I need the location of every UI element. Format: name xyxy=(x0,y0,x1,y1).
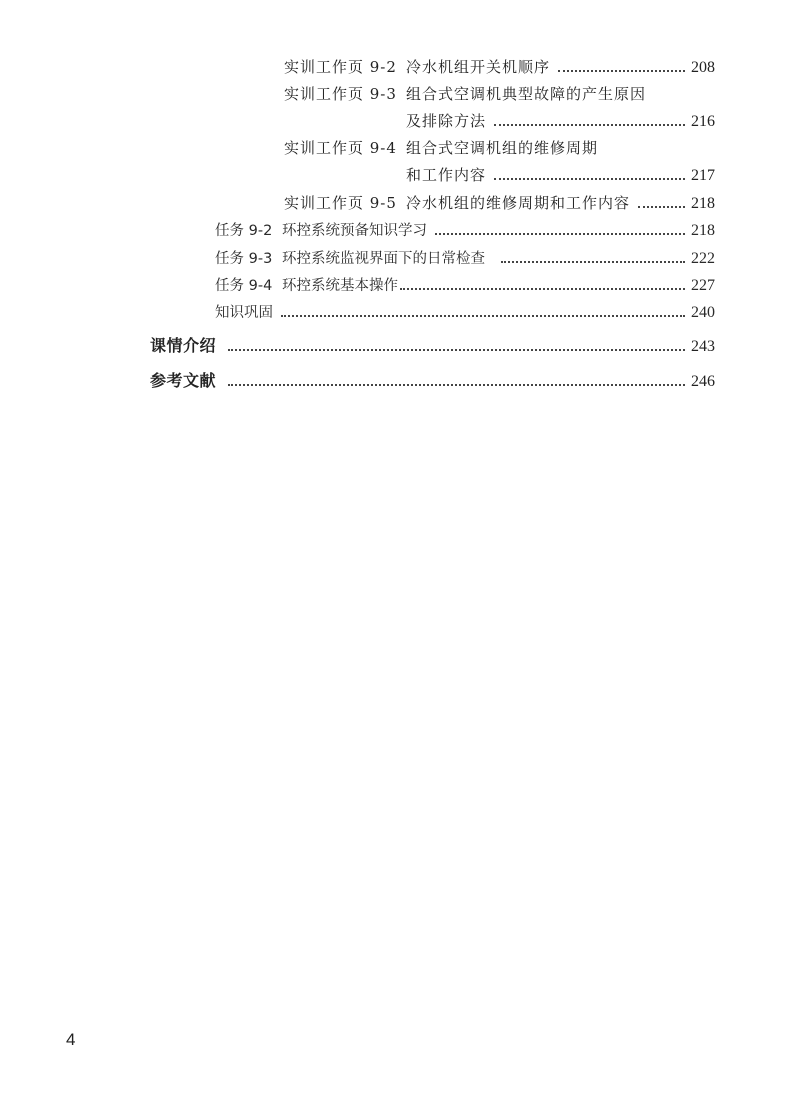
entry-page: 208 xyxy=(691,59,715,76)
entry-page: 218 xyxy=(691,222,715,239)
leader-dots xyxy=(494,124,685,126)
leader-dots xyxy=(228,349,685,351)
entry-title: 环控系统预备知识学习 xyxy=(282,223,427,239)
entry-code: 实训工作页 9-3 xyxy=(284,85,397,103)
toc-entry[interactable] xyxy=(215,303,715,323)
toc-entry[interactable] xyxy=(284,193,715,214)
entry-title: 冷水机组开关机顺序 xyxy=(406,58,551,76)
entry-code: 任务 9-2 xyxy=(215,223,273,239)
toc-entry[interactable] xyxy=(215,249,715,269)
entry-code: 实训工作页 9-2 xyxy=(284,58,397,76)
entry-title: 知识巩固 xyxy=(215,305,273,321)
entry-page: 227 xyxy=(691,277,715,294)
toc-entry[interactable] xyxy=(284,138,715,158)
entry-page: 246 xyxy=(691,373,715,390)
entry-code: 实训工作页 9-5 xyxy=(284,194,397,212)
entry-title: 环控系统监视界面下的日常检查 xyxy=(282,251,485,267)
entry-title: 组合式空调机组的维修周期 xyxy=(406,139,599,157)
toc-entry[interactable] xyxy=(150,371,715,392)
leader-dots xyxy=(558,70,685,72)
toc-entry-continuation[interactable] xyxy=(406,111,715,132)
entry-code: 实训工作页 9-4 xyxy=(284,139,397,157)
leader-dots xyxy=(400,288,685,290)
entry-code: 任务 9-3 xyxy=(215,251,273,267)
entry-page: 243 xyxy=(691,338,715,355)
leader-dots xyxy=(228,384,685,386)
entry-title: 和工作内容 xyxy=(406,166,487,184)
toc-entry[interactable] xyxy=(215,276,715,296)
entry-page: 240 xyxy=(691,304,715,321)
leader-dots xyxy=(501,261,685,263)
toc-entry[interactable] xyxy=(150,336,715,357)
entry-title: 冷水机组的维修周期和工作内容 xyxy=(406,194,631,212)
entry-title: 组合式空调机典型故障的产生原因 xyxy=(406,85,647,103)
entry-page: 217 xyxy=(691,167,715,184)
entry-title: 环控系统基本操作 xyxy=(282,278,398,294)
leader-dots xyxy=(638,206,685,208)
toc-entry[interactable] xyxy=(215,221,715,241)
leader-dots xyxy=(281,315,685,317)
page-number: 4 xyxy=(66,1030,76,1049)
entry-title: 课情介绍 xyxy=(150,336,217,355)
entry-code: 任务 9-4 xyxy=(215,278,273,294)
leader-dots xyxy=(494,178,685,180)
entry-title: 参考文献 xyxy=(150,371,217,390)
entry-page: 216 xyxy=(691,113,715,130)
toc-entry[interactable] xyxy=(284,84,715,104)
toc-entry-continuation[interactable] xyxy=(406,165,715,186)
entry-page: 218 xyxy=(691,195,715,212)
toc-entry[interactable] xyxy=(284,57,715,78)
entry-page: 222 xyxy=(691,250,715,267)
leader-dots xyxy=(435,233,685,235)
entry-title: 及排除方法 xyxy=(406,112,487,130)
